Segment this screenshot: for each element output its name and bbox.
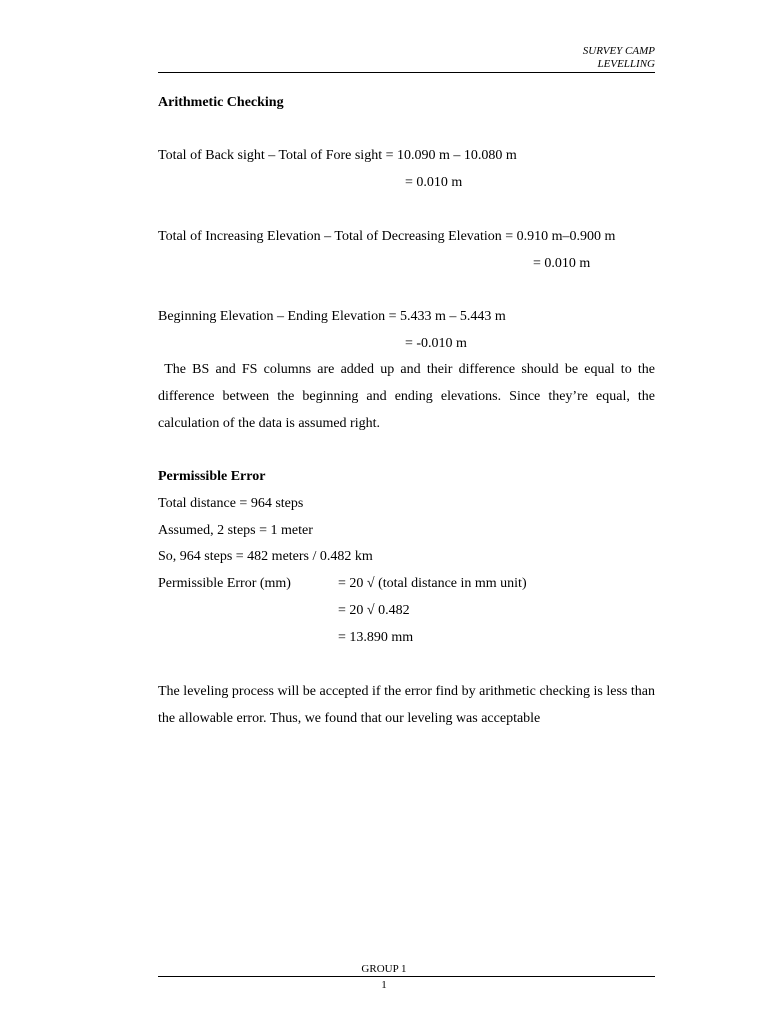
formula-label: Permissible Error (mm) xyxy=(158,576,291,591)
footer-group: GROUP 1 xyxy=(361,963,407,975)
explanation-paragraph: The BS and FS columns are added up and their difference should be equal to the difference between the beginning and ending elevations. Since they’re equal, the calculation of the data is assumed right. xyxy=(158,362,659,431)
assumed-steps: Assumed, 2 steps = 1 meter xyxy=(158,523,313,538)
permissible-heading: Permissible Error xyxy=(158,469,266,484)
formula-step-2: = 20 √ 0.482 xyxy=(338,603,410,618)
bs-fs-line: Total of Back sight – Total of Fore sight = 10.090 m – 10.080 m xyxy=(158,148,517,163)
conclusion-paragraph: The leveling process will be accepted if the error find by arithmetic checking is less than the allowable error. Thus, we found that our leveling was acceptable xyxy=(158,684,655,726)
header-title: SURVEY CAMP xyxy=(582,45,655,57)
page-number: 1 xyxy=(381,979,387,991)
footer-rule xyxy=(158,976,655,977)
arithmetic-heading: Arithmetic Checking xyxy=(158,95,284,110)
begin-end-result: = -0.010 m xyxy=(405,336,467,351)
header-subtitle: LEVELLING xyxy=(597,58,655,70)
elevation-line: Total of Increasing Elevation – Total of Decreasing Elevation = 0.910 m–0.900 m xyxy=(158,229,616,244)
total-distance: Total distance = 964 steps xyxy=(158,496,304,511)
conversion-line: So, 964 steps = 482 meters / 0.482 km xyxy=(158,549,373,564)
formula-step-1: = 20 √ (total distance in mm unit) xyxy=(338,576,527,591)
bs-fs-result: = 0.010 m xyxy=(405,175,463,190)
formula-step-3: = 13.890 mm xyxy=(338,630,414,645)
begin-end-line: Beginning Elevation – Ending Elevation = 5.433 m – 5.443 m xyxy=(158,309,506,324)
elevation-result: = 0.010 m xyxy=(533,256,591,271)
header-rule xyxy=(158,72,655,73)
page-header xyxy=(583,45,655,71)
